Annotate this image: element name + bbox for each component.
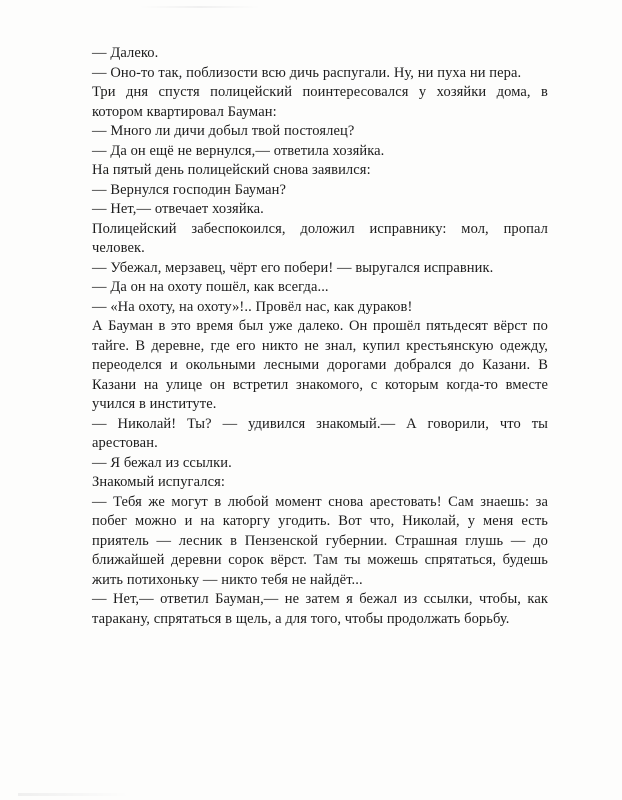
paragraph: — Да он ещё не вернулся,— ответила хозяйка. — [92, 142, 385, 159]
paragraph: На пятый день полицейский снова заявился: — [92, 162, 371, 178]
paragraph: — Далеко. — [92, 45, 159, 61]
paragraph: Знакомый испугался: — [92, 474, 226, 490]
scan-artifact — [18, 793, 128, 796]
paragraph: — Нет,— ответил Бауман,— не затем я бежал из ссылки, чтобы, как таракану, спрятаться в щель, а для того, чтобы продолжать борьбу. — [92, 591, 548, 627]
paragraph: — «На охоту, на охоту»!.. Провёл нас, как дураков! — [92, 298, 413, 315]
paragraph: — Я бежал из ссылки. — [92, 454, 232, 471]
paragraph: Полицейский забеспокоился, доложил исправнику: мол, пропал человек. — [92, 220, 548, 256]
page-text — [92, 44, 548, 629]
paragraph: — Нет,— отвечает хозяйка. — [92, 201, 264, 217]
paragraph: — Тебя же могут в любой момент снова арестовать! Сам знаешь: за побег можно и на каторгу угодить. Вот что, Николай, у меня есть приятель — лесник в Пензенской губернии. Страшная глушь — до ближайшей деревни сорок вёрст. Там ты можешь спрятаться, будешь жить потихоньку — никто тебя не найдёт... — [92, 493, 548, 588]
paragraph: — Да он на охоту пошёл, как всегда... — [92, 279, 329, 295]
paragraph: — Оно-то так, поблизости всю дичь распугали. Ну, ни пуха ни пера. — [92, 64, 522, 81]
paragraph: Три дня спустя полицейский поинтересовался у хозяйки дома, в котором квартировал Бауман: — [92, 84, 548, 120]
paragraph: — Вернулся господин Бауман? — [92, 181, 287, 198]
paragraph: — Николай! Ты? — удивился знакомый.— А говорили, что ты арестован. — [92, 415, 548, 451]
scan-artifact — [140, 6, 260, 8]
paragraph: — Убежал, мерзавец, чёрт его побери! — выругался исправник. — [92, 259, 494, 276]
paragraph: — Много ли дичи добыл твой постоялец? — [92, 123, 355, 139]
paragraph: А Бауман в это время был уже далеко. Он прошёл пятьдесят вёрст по тайге. В деревне, где его никто не знал, купил крестьянскую одежду, переоделся и окольными лесными дорогами добрался до Казани. В Казани на улице он встретил знакомого, с которым когда-то вместе учился в институте. — [92, 318, 548, 412]
